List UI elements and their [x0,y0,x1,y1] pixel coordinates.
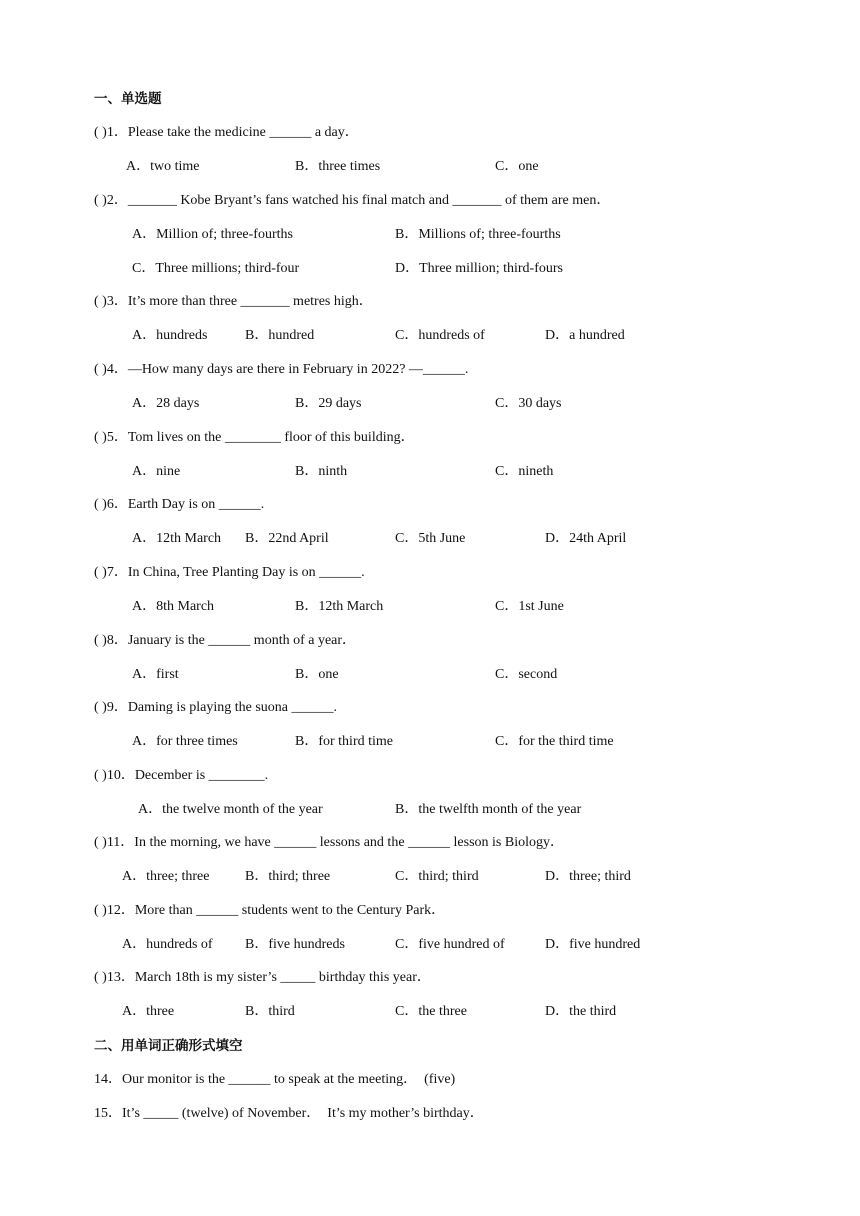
question-7-option-c: C．1st June [495,599,564,614]
question-11-option-d: D．three; third [545,869,631,884]
question-6-stem: ( )6．Earth Day is on ______. [94,497,265,512]
question-2-option-b: B．Millions of; three-fourths [395,227,561,242]
question-4-stem: ( )4．—How many days are there in February in 2022? —______. [94,362,469,377]
question-9-option-a: A．for three times [132,734,238,749]
question-8-option-b: B．one [295,667,339,682]
question-11-option-a: A．three; three [122,869,210,884]
question-9-option-b: B．for third time [295,734,393,749]
question-12-option-d: D．five hundred [545,937,641,952]
question-1-option-a: A．two time [126,159,200,174]
section-1-heading: 一、单选题 [94,91,162,107]
question-1-stem: ( )1．Please take the medicine ______ a day． [94,125,359,140]
question-7-option-a: A．8th March [132,599,215,614]
question-6-option-c: C．5th June [395,531,466,546]
question-3-option-c: C．hundreds of [395,328,485,343]
question-3-option-a: A．hundreds [132,328,208,343]
question-4-option-a: A．28 days [132,396,200,411]
question-7-stem: ( )7．In China, Tree Planting Day is on ______. [94,565,365,580]
question-11-option-b: B．third; three [245,869,331,884]
question-12-option-a: A．hundreds of [122,937,213,952]
question-3-option-b: B．hundred [245,328,315,343]
question-3-stem: ( )3．It’s more than three _______ metres high． [94,294,373,309]
question-10-option-a: A．the twelve month of the year [138,802,323,817]
question-2-stem: ( )2．_______ Kobe Bryant’s fans watched his final match and _______ of them are men． [94,193,611,208]
question-6-option-a: A．12th March [132,531,222,546]
question-13-option-c: C．the three [395,1004,467,1019]
question-7-option-b: B．12th March [295,599,384,614]
question-2-option-d: D．Three million; third-fours [395,261,563,276]
question-4-option-c: C．30 days [495,396,562,411]
question-1-option-c: C．one [495,159,539,174]
question-13-option-b: B．third [245,1004,295,1019]
fill-blank-item-14: 14．Our monitor is the ______ to speak at the meeting． (five) [94,1072,456,1087]
question-8-option-c: C．second [495,667,558,682]
question-12-option-c: C．five hundred of [395,937,505,952]
question-5-option-a: A．nine [132,464,181,479]
section-2-heading: 二、用单词正确形式填空 [94,1038,243,1054]
question-9-option-c: C．for the third time [495,734,614,749]
question-8-option-a: A．first [132,667,179,682]
question-5-option-b: B．ninth [295,464,348,479]
question-9-stem: ( )9．Daming is playing the suona ______. [94,700,338,715]
question-8-stem: ( )8．January is the ______ month of a year． [94,633,357,648]
question-6-option-b: B．22nd April [245,531,329,546]
question-10-option-b: B．the twelfth month of the year [395,802,582,817]
question-3-option-d: D．a hundred [545,328,625,343]
question-6-option-d: D．24th April [545,531,627,546]
question-12-option-b: B．five hundreds [245,937,345,952]
question-11-option-c: C．third; third [395,869,479,884]
question-10-stem: ( )10．December is ________. [94,768,269,783]
question-5-option-c: C．nineth [495,464,554,479]
question-2-option-c: C．Three millions; third-four [132,261,300,276]
question-13-stem: ( )13．March 18th is my sister’s _____ birthday this year． [94,970,431,985]
question-12-stem: ( )12．More than ______ students went to the Century Park． [94,903,446,918]
question-2-option-a: A．Million of; three-fourths [132,227,293,242]
question-13-option-d: D．the third [545,1004,617,1019]
question-11-stem: ( )11．In the morning, we have ______ lessons and the ______ lesson is Biology． [94,835,564,850]
question-4-option-b: B．29 days [295,396,362,411]
question-1-option-b: B．three times [295,159,381,174]
fill-blank-item-15: 15．It’s _____ (twelve) of November． It’s my mother’s birthday． [94,1106,484,1121]
question-13-option-a: A．three [122,1004,175,1019]
question-5-stem: ( )5．Tom lives on the ________ floor of this building． [94,430,415,445]
